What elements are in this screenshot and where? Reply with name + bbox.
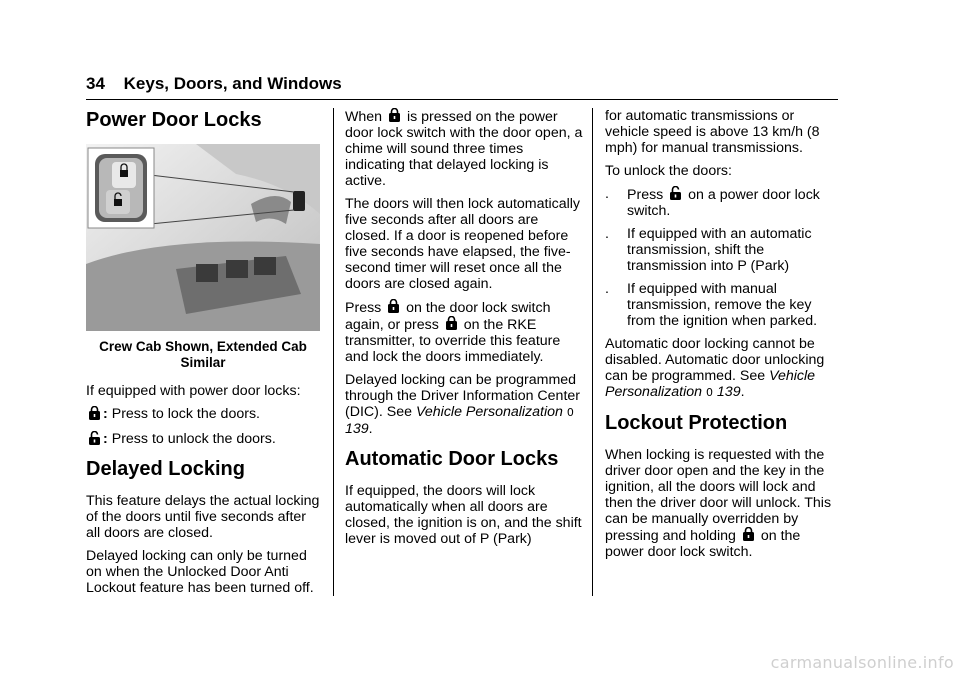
page-ref-arrow: 0 (566, 406, 574, 419)
page-number: 34 (86, 74, 105, 93)
override-text-middle: on the door lock switch again, or press (345, 300, 551, 333)
unlock-icon (669, 186, 682, 201)
delayed-locking-paragraph-1: This feature delays the actual locking of the doors until five seconds after all doors are closed. (86, 493, 320, 541)
transmission-paragraph: for automatic transmissions or vehicle speed is above 13 km/h (8 mph) for manual transmissions. (605, 108, 820, 156)
column-divider-1 (333, 108, 334, 596)
page-ref-number[interactable]: 139 (716, 384, 741, 400)
unlock-icon (88, 431, 101, 446)
list-item (605, 281, 841, 329)
vehicle-personalization-link[interactable]: Vehicle Personalization (415, 404, 563, 420)
door-lock-switch-illustration (86, 144, 320, 331)
bullet-2-text: If equipped with an automatic transmission, shift the transmission into P (Park) (627, 226, 812, 274)
override-text-start: Press (345, 300, 382, 316)
dic-text: Delayed locking can be programmed through the Driver Information Center (DIC). See (345, 372, 580, 420)
lockout-paragraph (605, 447, 841, 560)
bullet-mark: . (605, 281, 609, 297)
automatic-locks-paragraph: If equipped, the doors will lock automatically when all doors are closed, the ignition is on, and the shift lever is moved out of P (Park) (345, 483, 582, 547)
lock-icon (88, 406, 101, 421)
lockout-text-start: When locking is requested with the driver door open and the key in the ignition, all the doors will lock and then the driver door will unlock. This can be manually overridden by pressing and holding (605, 447, 832, 544)
lock-icon (388, 108, 401, 123)
auto-unlock-text: Automatic door locking cannot be disabled. Automatic door unlocking can be programmed. See (605, 336, 825, 384)
override-paragraph (345, 299, 583, 365)
column-2 (345, 108, 583, 554)
header-rule (86, 99, 838, 100)
lock-icon (445, 316, 458, 331)
lock-description: : Press to lock the doors. (86, 406, 320, 422)
bullet-1-text-end: on a power door lock switch. (627, 187, 820, 219)
section-heading-lockout-protection: Lockout Protection (605, 412, 788, 434)
list-item (605, 186, 841, 219)
column-divider-2 (592, 108, 593, 596)
lock-icon (387, 299, 400, 314)
column-1 (86, 108, 320, 603)
lock-icon (742, 527, 755, 542)
page-ref-number[interactable]: 139 (345, 421, 369, 437)
vehicle-personalization-link[interactable]: Vehicle Personalization (605, 368, 816, 400)
delayed-locking-paragraph-2: Delayed locking can only be turned on when the Unlocked Door Anti Lockout feature has been turned off. (86, 548, 314, 596)
figure-caption: Crew Cab Shown, Extended Cab Similar (99, 339, 307, 370)
chapter-title: Keys, Doors, and Windows (123, 74, 342, 93)
bullet-3-text: If equipped with manual transmission, remove the key from the ignition when parked. (627, 281, 818, 329)
unlock-description-text: Press to unlock the doors. (111, 431, 276, 447)
auto-unlock-paragraph: Automatic door locking cannot be disabled. Automatic door unlocking can be programmed. See Vehicle Personalization 0 139. (605, 336, 825, 400)
chime-text-start: When (345, 109, 383, 125)
page-header (86, 74, 342, 94)
list-item (605, 226, 841, 274)
watermark: carmanualsonline.info (770, 653, 954, 672)
lockout-text-end: on the power door lock switch. (605, 528, 801, 560)
unlock-intro: To unlock the doors: (605, 163, 732, 179)
dic-paragraph: Delayed locking can be programmed through the Driver Information Center (DIC). See Vehicle Personalization 0 139. (345, 372, 580, 437)
section-heading-delayed-locking: Delayed Locking (86, 458, 245, 480)
auto-lock-timer-paragraph: The doors will then lock automatically five seconds after all doors are closed. If a door is reopened before five seconds have elapsed, the five-second timer will reset once all the doors are closed again. (345, 196, 580, 292)
page-ref-arrow: 0 (705, 386, 713, 399)
intro-text: If equipped with power door locks: (86, 383, 301, 399)
column-3 (605, 108, 841, 567)
chime-paragraph (345, 108, 583, 189)
bullet-mark: . (605, 226, 609, 242)
bullet-mark: . (605, 186, 609, 202)
override-text-end: on the RKE transmitter, to override this feature and lock the doors immediately. (345, 317, 561, 365)
section-heading-power-door-locks: Power Door Locks (86, 109, 262, 131)
lock-description-text: Press to lock the doors. (111, 406, 260, 422)
chime-text-end: is pressed on the power door lock switch with the door open, a chime will sound three times indicating that delayed locking is active. (345, 109, 583, 189)
section-heading-automatic-door-locks: Automatic Door Locks (345, 448, 559, 470)
unlock-description: : Press to unlock the doors. (86, 431, 320, 447)
bullet-1-text-start: Press (627, 187, 664, 203)
